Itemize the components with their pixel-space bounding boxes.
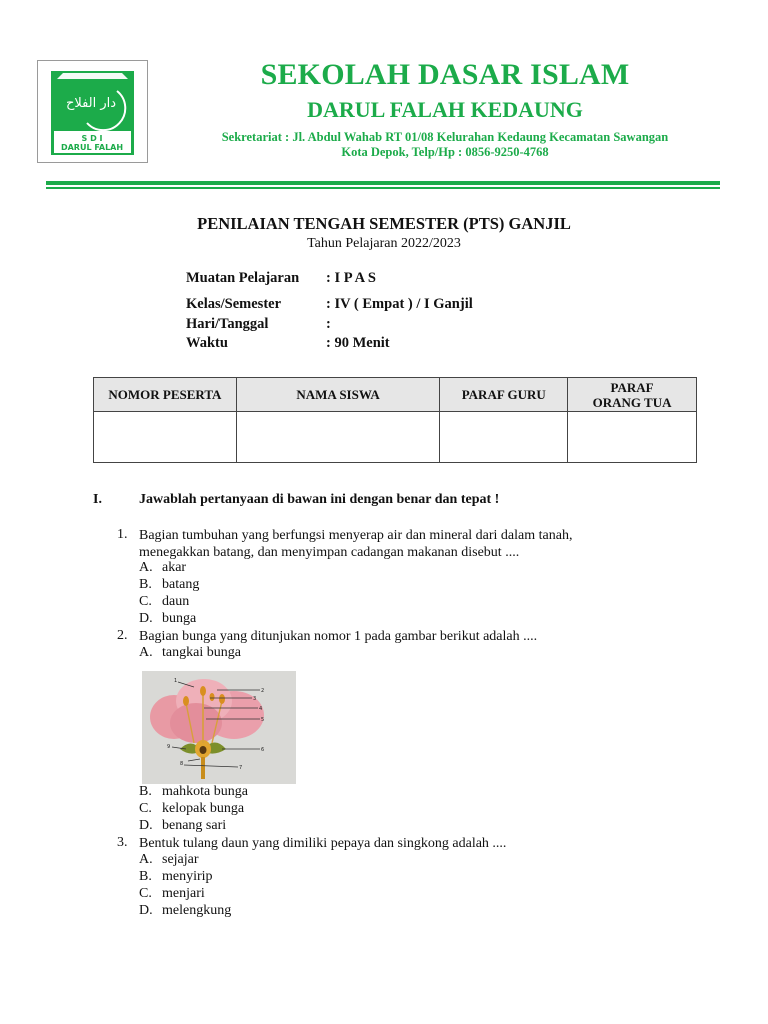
option-text: akar [162, 560, 187, 575]
question-text-line: menegakkan batang, dan menyimpan cadangan makanan disebut .... [139, 545, 520, 560]
cell-paraf-orang-tua[interactable] [568, 412, 697, 463]
figure-label: 6 [261, 747, 265, 753]
cell-nomor-peserta[interactable] [94, 412, 237, 463]
option-text: sejajar [162, 852, 199, 867]
question-2-text: Bagian bunga yang ditunjukan nomor 1 pada gambar berikut adalah .... [139, 629, 538, 644]
info-value: : [326, 316, 331, 332]
section-number: I. [93, 492, 102, 507]
figure-label: 7 [239, 765, 243, 771]
header-paraf-line: PARAF [610, 379, 654, 395]
school-subtitle: DARUL FALAH KEDAUNG [307, 97, 583, 122]
option-text: benang sari [162, 818, 227, 833]
option-letter: D. [139, 903, 153, 918]
option-text: menyirip [162, 869, 213, 884]
header-nomor-peserta: NOMOR PESERTA [94, 378, 237, 412]
option-letter: B. [139, 577, 152, 592]
exam-title: PENILAIAN TENGAH SEMESTER (PTS) GANJIL [197, 214, 571, 233]
option-text: mahkota bunga [162, 784, 248, 799]
option-text: menjari [162, 886, 205, 901]
school-title: SEKOLAH DASAR ISLAM [260, 58, 630, 91]
header-divider-thin [46, 187, 720, 189]
info-value: : IV ( Empat ) / I Ganjil [326, 296, 473, 312]
question-1-number: 1. [117, 527, 128, 542]
cell-nama-siswa[interactable] [236, 412, 440, 463]
option-text: kelopak bunga [162, 801, 245, 816]
option-text: melengkung [162, 903, 232, 918]
info-value: : I P A S [326, 270, 376, 286]
header-orang-tua-line: ORANG TUA [592, 394, 672, 410]
option-text: bunga [162, 611, 197, 626]
question-3-text: Bentuk tulang daun yang dimiliki pepaya dan singkong adalah .... [139, 836, 507, 851]
header-paraf-guru: PARAF GURU [440, 378, 568, 412]
figure-label: 9 [167, 744, 171, 750]
school-logo-emblem [51, 71, 134, 155]
figure-label: 4 [259, 706, 263, 712]
exam-year: Tahun Pelajaran 2022/2023 [307, 236, 461, 251]
figure-label: 8 [180, 761, 184, 767]
logo-arabic-text: دار الفلاح [65, 96, 117, 111]
school-logo [37, 60, 148, 163]
figure-label: 2 [261, 688, 265, 694]
logo-sdi-text: S D I [81, 134, 103, 143]
option-letter: C. [139, 801, 152, 816]
question-3-number: 3. [117, 835, 128, 850]
identity-table-row [94, 412, 697, 463]
option-letter: D. [139, 818, 153, 833]
figure-label: 5 [261, 717, 265, 723]
section-instruction: Jawablah pertanyaan di bawan ini dengan benar dan tepat ! [139, 492, 500, 507]
question-text-line: Bagian tumbuhan yang berfungsi menyerap air dan mineral dari dalam tanah, [139, 528, 573, 543]
option-letter: B. [139, 784, 152, 799]
option-letter: C. [139, 886, 152, 901]
address-line-2: Kota Depok, Telp/Hp : 0856-9250-4768 [341, 145, 549, 159]
header-nama-siswa: NAMA SISWA [236, 378, 440, 412]
info-label: Muatan Pelajaran [186, 270, 300, 286]
option-text: daun [162, 594, 190, 609]
question-1-text [139, 527, 659, 561]
info-label: Hari/Tanggal [186, 316, 269, 332]
option-letter: C. [139, 594, 152, 609]
option-letter: A. [139, 560, 153, 575]
address-line-1: Sekretariat : Jl. Abdul Wahab RT 01/08 Kelurahan Kedaung Kecamatan Sawangan [221, 130, 669, 144]
option-text: tangkai bunga [162, 645, 241, 660]
option-letter: A. [139, 852, 153, 867]
option-letter: B. [139, 869, 152, 884]
identity-table [93, 377, 697, 463]
info-value: : 90 Menit [326, 335, 390, 351]
identity-table-header [94, 378, 697, 412]
info-label: Waktu [186, 335, 228, 351]
header-paraf-orang-tua [568, 378, 697, 412]
logo-name-text: DARUL FALAH [60, 143, 124, 152]
header-divider-thick [46, 181, 720, 185]
figure-label: 1 [174, 678, 178, 684]
figure-label: 3 [253, 696, 257, 702]
info-label: Kelas/Semester [186, 296, 282, 312]
option-text: batang [162, 577, 200, 592]
option-letter: D. [139, 611, 153, 626]
option-letter: A. [139, 645, 153, 660]
question-2-number: 2. [117, 628, 128, 643]
flower-diagram [142, 671, 296, 784]
cell-paraf-guru[interactable] [440, 412, 568, 463]
flower-illustration [142, 671, 296, 784]
school-address [150, 130, 740, 160]
